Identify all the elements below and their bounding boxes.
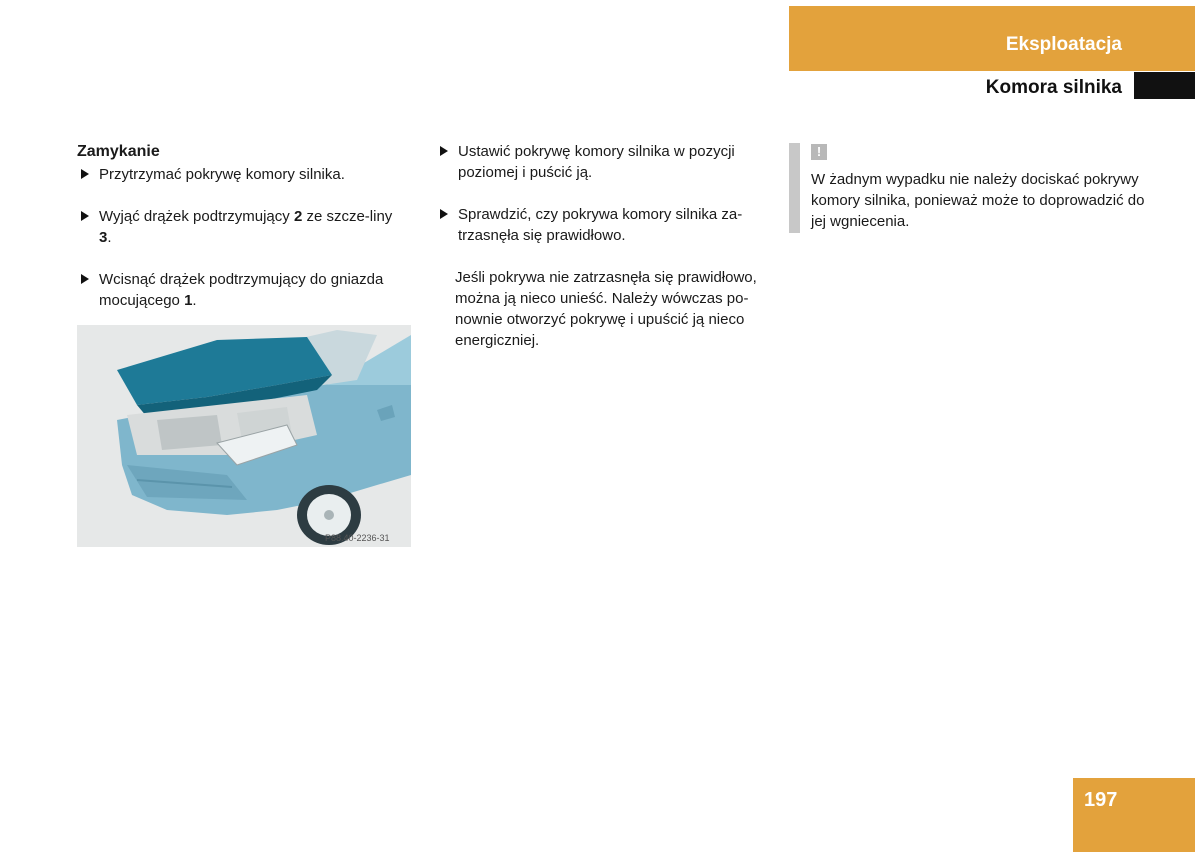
step-5: [436, 204, 766, 246]
step-3-text-a: Wcisnąć drążek podtrzymujący do gniazda mocującego: [99, 271, 384, 309]
step-1: [77, 164, 407, 185]
column-left: [77, 141, 407, 332]
bullet-arrow-icon: [81, 211, 89, 221]
page-number: 197: [1084, 789, 1118, 811]
step-4: [436, 141, 766, 183]
step-1-text: Przytrzymać pokrywę komory silnika.: [99, 166, 345, 183]
step-2-text-a: Wyjąć drążek podtrzymujący: [99, 208, 294, 225]
bullet-arrow-icon: [440, 146, 448, 156]
bullet-arrow-icon: [440, 209, 448, 219]
header-band: [789, 6, 1195, 71]
callout-1: 1: [184, 292, 193, 309]
section-title: Eksploatacja: [1005, 34, 1122, 55]
warning-text: W żadnym wypadku nie należy dociskać pokrywy komory silnika, ponieważ może to doprowadzić do jej wgniecenia.: [811, 171, 1145, 230]
callout-3: 3: [99, 229, 108, 246]
section-heading: Zamykanie: [77, 143, 160, 160]
figure-code: P88.40-2236-31: [325, 533, 390, 543]
step-4-text: Ustawić pokrywę komory silnika w pozycji poziomej i puścić ją.: [458, 143, 735, 181]
car-illustration-svg: [77, 325, 411, 547]
header-marker: [1134, 72, 1195, 99]
warning-icon: !: [811, 144, 827, 160]
subsection-title: Komora silnika: [985, 77, 1122, 98]
warning-bar: [789, 143, 800, 233]
callout-2: 2: [293, 208, 303, 225]
step-2: [77, 206, 407, 248]
step-5-text: Sprawdzić, czy pokrywa komory silnika za-trzasnęła się prawidłowo.: [458, 206, 743, 244]
step-2-text-b: ze szcze-liny: [302, 208, 393, 225]
note-paragraph: Jeśli pokrywa nie zatrzasnęła się prawidłowo, można ją nieco unieść. Należy wówczas po-nownie otworzyć pokrywę i upuścić ją nieco energiczniej.: [455, 269, 757, 349]
bullet-arrow-icon: [81, 274, 89, 284]
step-3: [77, 269, 407, 311]
car-hood-illustration: [77, 325, 411, 547]
step-2-text-c: .: [107, 229, 112, 246]
column-middle: [436, 141, 766, 351]
step-3-text-c: .: [192, 292, 197, 309]
bullet-arrow-icon: [81, 169, 89, 179]
